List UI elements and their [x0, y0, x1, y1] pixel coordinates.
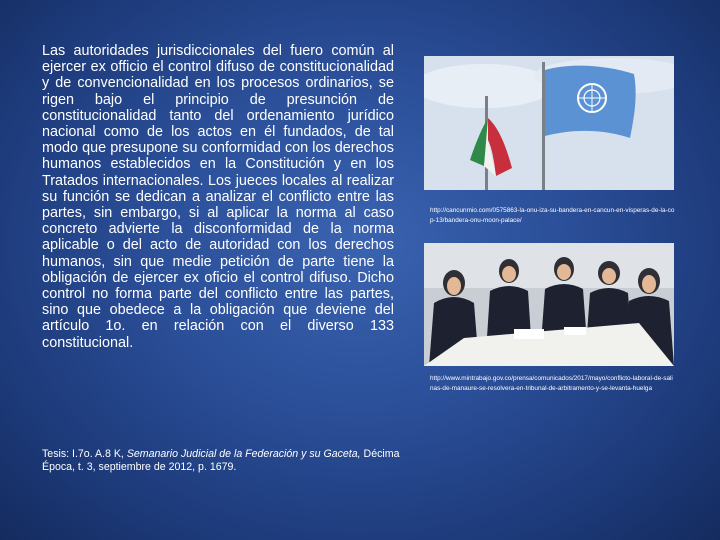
citation-prefix: Tesis: I.7o. A.8 K, [42, 448, 124, 460]
citation-suffix: Décima Época, t. 3, septiembre de 2012, p. 1679. [42, 448, 400, 473]
meeting-photo [424, 243, 674, 366]
meeting-photo-caption: http://www.mintrabajo.gov.co/prensa/comunicados/2017/mayo/conflicto-laboral-de-salinas-de-manaure-se-resolvera-en-tribunal-de-arbitramento-y-se-levanta-huelga [430, 375, 673, 392]
flags-photo [424, 56, 674, 190]
flags-illustration [424, 56, 674, 190]
citation-source: Semanario Judicial de la Federación y su Gaceta, [126, 448, 361, 460]
citation [42, 448, 402, 474]
meeting-illustration [424, 243, 674, 366]
main-text: Las autoridades jurisdiccionales del fuero común al ejercer ex officio el control difuso de constitucionalidad y de convencionalidad en los procesos ordinarios, se rigen bajo el principio de presunción de constitucionalidad tanto del ordenamiento jurídico nacional como de los actos en él fundados, de tal modo que presupone su conformidad con los derechos humanos establecidos en la Constitución y en los Tratados internacionales. Los jueces locales al realizar su función se dedican a analizar el conflicto entre las partes, sin embargo, si al aplicar la norma al caso concreto advierte la disconformidad de la norma aplicable o del acto de autoridad con los derechos humanos, sin que medie petición de parte tiene la obligación de ejercer ex oficio el control difuso. Dicho control no forma parte del conflicto entre las partes, sino que obedece a la obligación que deviene del artículo 1o. en relación con el diverso 133 constitucional. [42, 43, 394, 351]
flags-photo-caption: http://cancunmio.com/0575863-la-onu-iza-su-bandera-en-cancun-en-visperas-de-la-cop-13/bandera-onu-moon-palace/ [430, 207, 675, 224]
